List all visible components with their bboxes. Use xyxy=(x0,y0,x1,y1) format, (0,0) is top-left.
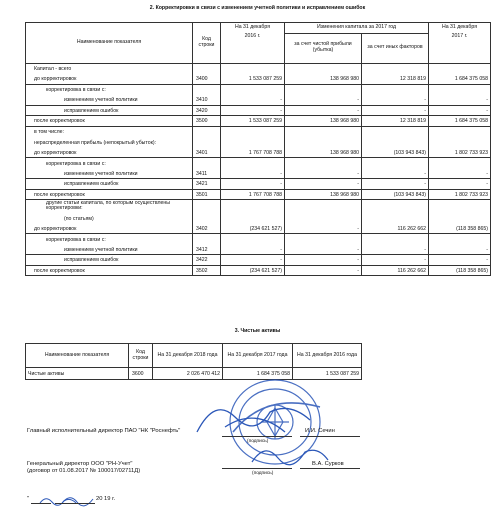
row-code: 3501 xyxy=(193,189,221,200)
row-label: после корректировок xyxy=(26,265,193,276)
gen-name-line xyxy=(300,468,360,469)
row-label: изменением учетной политики xyxy=(26,95,193,106)
row-value-other: - xyxy=(362,255,429,266)
row-value-net-profit: 138 968 980 xyxy=(285,147,362,158)
row-value-other xyxy=(362,213,429,224)
row-label: исправлением ошибок xyxy=(26,179,193,190)
row-value-net-profit: - xyxy=(285,105,362,116)
row-value-net-profit xyxy=(285,63,362,74)
row-value-2016 xyxy=(221,200,285,213)
row-value-2016 xyxy=(221,158,285,169)
section-3-title: 3. Чистые активы xyxy=(234,328,281,334)
table-row xyxy=(26,168,491,179)
table-row xyxy=(26,234,491,245)
section-2-title: 2. Корректировки в связи с изменением учетной политики и исправлением ошибок xyxy=(149,5,366,11)
table-row xyxy=(26,244,491,255)
table-row xyxy=(26,255,491,266)
row-value-other xyxy=(362,126,429,137)
table-row xyxy=(26,179,491,190)
row-value-net-profit xyxy=(285,200,362,213)
row-value-2017: 1 684 375 058 xyxy=(429,116,491,127)
row-value-2017: - xyxy=(429,244,491,255)
row-value-net-profit xyxy=(285,137,362,148)
row-value-other: - xyxy=(362,95,429,106)
row-value-other: (103 943 843) xyxy=(362,147,429,158)
row-value-other: 12 318 819 xyxy=(362,116,429,127)
row-code: 3401 xyxy=(193,147,221,158)
table-row xyxy=(26,105,491,116)
row-value-2016: 1 767 708 788 xyxy=(221,147,285,158)
row-value-other xyxy=(362,200,429,213)
row-value-other: 12 318 819 xyxy=(362,74,429,85)
row-value-2016 xyxy=(221,213,285,224)
row-value-2017: - xyxy=(429,105,491,116)
date-month-line xyxy=(55,503,95,504)
row-value-2016: 1 767 708 788 xyxy=(221,189,285,200)
row-value-2016 xyxy=(221,63,285,74)
row-value-2017 xyxy=(429,84,491,95)
row-label: корректировка в связи с: xyxy=(26,158,193,169)
row-value-2017 xyxy=(429,126,491,137)
row-value-2017: - xyxy=(429,179,491,190)
row-code: 3500 xyxy=(193,116,221,127)
row-label: до корректировок xyxy=(26,147,193,158)
net-2018: 2 026 470 412 xyxy=(153,368,223,380)
row-label: изменением учетной политики xyxy=(26,168,193,179)
row-value-net-profit: - xyxy=(285,168,362,179)
header-col2: за счет чистой прибыли (убытка) xyxy=(285,33,362,63)
row-code: 3400 xyxy=(193,74,221,85)
date-year: 20 19 г. xyxy=(96,496,116,502)
row-label: другие статьи капитала, по которым осуществлены корректировки: xyxy=(26,200,193,213)
row-value-net-profit: 138 968 980 xyxy=(285,116,362,127)
row-value-net-profit: - xyxy=(285,95,362,106)
row-code: 3411 xyxy=(193,168,221,179)
row-value-2016 xyxy=(221,234,285,245)
table-row xyxy=(26,84,491,95)
row-value-2017: 1 684 375 058 xyxy=(429,74,491,85)
row-value-2017 xyxy=(429,213,491,224)
row-value-2016: - xyxy=(221,168,285,179)
gen-director-name: В.А. Сурков xyxy=(312,461,344,467)
table-row xyxy=(26,147,491,158)
table-row xyxy=(26,158,491,169)
row-value-2017: 1 802 733 923 xyxy=(429,147,491,158)
row-code xyxy=(193,63,221,74)
table-row xyxy=(26,223,491,234)
row-label: до корректировок xyxy=(26,74,193,85)
row-value-2016: (234 621 527) xyxy=(221,223,285,234)
header-col4-year: 2017 г. xyxy=(429,33,491,63)
row-value-2017 xyxy=(429,137,491,148)
row-value-other: - xyxy=(362,168,429,179)
director-sign-line xyxy=(222,436,292,437)
row-value-net-profit: - xyxy=(285,265,362,276)
table-row xyxy=(26,189,491,200)
row-value-2017: (118 358 865) xyxy=(429,223,491,234)
date-day-line xyxy=(31,503,51,504)
row-label: нераспределенная прибыль (непокрытый убыток): xyxy=(26,137,193,148)
gen-sign-caption: (подпись) xyxy=(252,471,274,476)
row-value-other xyxy=(362,63,429,74)
table-row xyxy=(26,126,491,137)
director-title: Главный исполнительный директор ПАО "НК "Роснефть" xyxy=(27,428,181,434)
row-value-2016: 1 533 087 259 xyxy=(221,116,285,127)
table-row xyxy=(26,213,491,224)
row-code xyxy=(193,200,221,213)
date-quote: " xyxy=(27,496,30,502)
row-value-net-profit: 138 968 980 xyxy=(285,74,362,85)
table-row xyxy=(26,63,491,74)
table-row xyxy=(26,95,491,106)
row-value-2016: (234 621 527) xyxy=(221,265,285,276)
gen-director-contract: (договор от 01.08.2017 № 100017/02711Д) xyxy=(27,468,141,474)
row-value-2016: - xyxy=(221,244,285,255)
header-name: Наименование показателя xyxy=(26,23,193,64)
row-label: после корректировок xyxy=(26,116,193,127)
header-group: Изменения капитала за 2017 год xyxy=(285,23,429,34)
header-col3: за счет иных факторов xyxy=(362,33,429,63)
handwritten-month-icon xyxy=(60,492,95,508)
row-code: 3412 xyxy=(193,244,221,255)
row-value-2017 xyxy=(429,234,491,245)
row-value-2016 xyxy=(221,126,285,137)
row-code: 3402 xyxy=(193,223,221,234)
row-value-other: 116 262 662 xyxy=(362,223,429,234)
row-value-2017: - xyxy=(429,255,491,266)
row-label: после корректировок xyxy=(26,189,193,200)
row-value-net-profit: - xyxy=(285,244,362,255)
table-row xyxy=(26,200,491,213)
row-label: корректировка в связи с: xyxy=(26,84,193,95)
net-2017: 1 684 375 058 xyxy=(223,368,293,380)
row-value-2016: - xyxy=(221,95,285,106)
row-code xyxy=(193,213,221,224)
header-col4-top: На 31 декабря xyxy=(429,23,491,34)
table-row xyxy=(26,137,491,148)
row-value-other: - xyxy=(362,244,429,255)
row-code: 3421 xyxy=(193,179,221,190)
row-value-net-profit: - xyxy=(285,255,362,266)
row-value-other: (103 943 843) xyxy=(362,189,429,200)
row-value-2017: (118 358 865) xyxy=(429,265,491,276)
row-label: исправлением ошибок xyxy=(26,105,193,116)
net-header-2017: На 31 декабря 2017 года xyxy=(223,344,293,368)
net-header-name: Наименование показателя xyxy=(26,344,129,368)
row-value-other: 116 262 662 xyxy=(362,265,429,276)
table-row xyxy=(26,265,491,276)
row-value-2017 xyxy=(429,158,491,169)
row-value-net-profit: 138 968 980 xyxy=(285,189,362,200)
row-value-net-profit xyxy=(285,84,362,95)
row-value-other: - xyxy=(362,105,429,116)
row-code xyxy=(193,84,221,95)
row-label: корректировка в связи с: xyxy=(26,234,193,245)
row-code xyxy=(193,158,221,169)
row-label: (по статьям) xyxy=(26,213,193,224)
net-header-2018: На 31 декабря 2018 года xyxy=(153,344,223,368)
net-code: 3600 xyxy=(129,368,153,380)
row-value-2017: - xyxy=(429,95,491,106)
row-value-net-profit xyxy=(285,158,362,169)
row-code xyxy=(193,126,221,137)
director-name: И.И. Сечин xyxy=(305,428,335,434)
row-value-2017 xyxy=(429,63,491,74)
header-col1-top: На 31 декабря xyxy=(221,23,285,34)
gen-director-title: Генеральный директор ООО "РН-Учет" xyxy=(27,461,133,467)
row-value-other: - xyxy=(362,179,429,190)
row-value-2016: - xyxy=(221,105,285,116)
net-2016: 1 533 087 259 xyxy=(293,368,362,380)
row-code: 3502 xyxy=(193,265,221,276)
row-value-other xyxy=(362,84,429,95)
net-header-code: Код строки xyxy=(129,344,153,368)
row-label: исправлением ошибок xyxy=(26,255,193,266)
row-value-2017: - xyxy=(429,168,491,179)
row-value-2016: 1 533 087 259 xyxy=(221,74,285,85)
row-value-other xyxy=(362,137,429,148)
row-value-net-profit xyxy=(285,234,362,245)
corrections-table xyxy=(25,22,491,276)
row-label: Капитал - всего xyxy=(26,63,193,74)
row-value-2017 xyxy=(429,200,491,213)
net-header-2016: На 31 декабря 2016 года xyxy=(293,344,362,368)
row-value-other xyxy=(362,234,429,245)
row-value-net-profit: - xyxy=(285,179,362,190)
row-label: изменением учетной политики xyxy=(26,244,193,255)
row-value-2016 xyxy=(221,84,285,95)
gen-sign-line xyxy=(222,468,292,469)
row-value-2017: 1 802 733 923 xyxy=(429,189,491,200)
row-value-2016: - xyxy=(221,179,285,190)
row-value-2016 xyxy=(221,137,285,148)
row-value-other xyxy=(362,158,429,169)
row-value-2016: - xyxy=(221,255,285,266)
row-code xyxy=(193,137,221,148)
director-sign-caption: (подпись) xyxy=(247,439,269,444)
row-value-net-profit: - xyxy=(285,223,362,234)
row-code: 3420 xyxy=(193,105,221,116)
header-code: Код строки xyxy=(193,23,221,64)
director-name-line xyxy=(300,436,360,437)
header-col1-year: 2016 г. xyxy=(221,33,285,63)
row-code xyxy=(193,234,221,245)
table-row xyxy=(26,74,491,85)
row-value-net-profit xyxy=(285,213,362,224)
table-row xyxy=(26,116,491,127)
row-code: 3422 xyxy=(193,255,221,266)
row-label: в том числе: xyxy=(26,126,193,137)
net-label: Чистые активы xyxy=(26,368,129,380)
row-label: до корректировок xyxy=(26,223,193,234)
row-code: 3410 xyxy=(193,95,221,106)
row-value-net-profit xyxy=(285,126,362,137)
